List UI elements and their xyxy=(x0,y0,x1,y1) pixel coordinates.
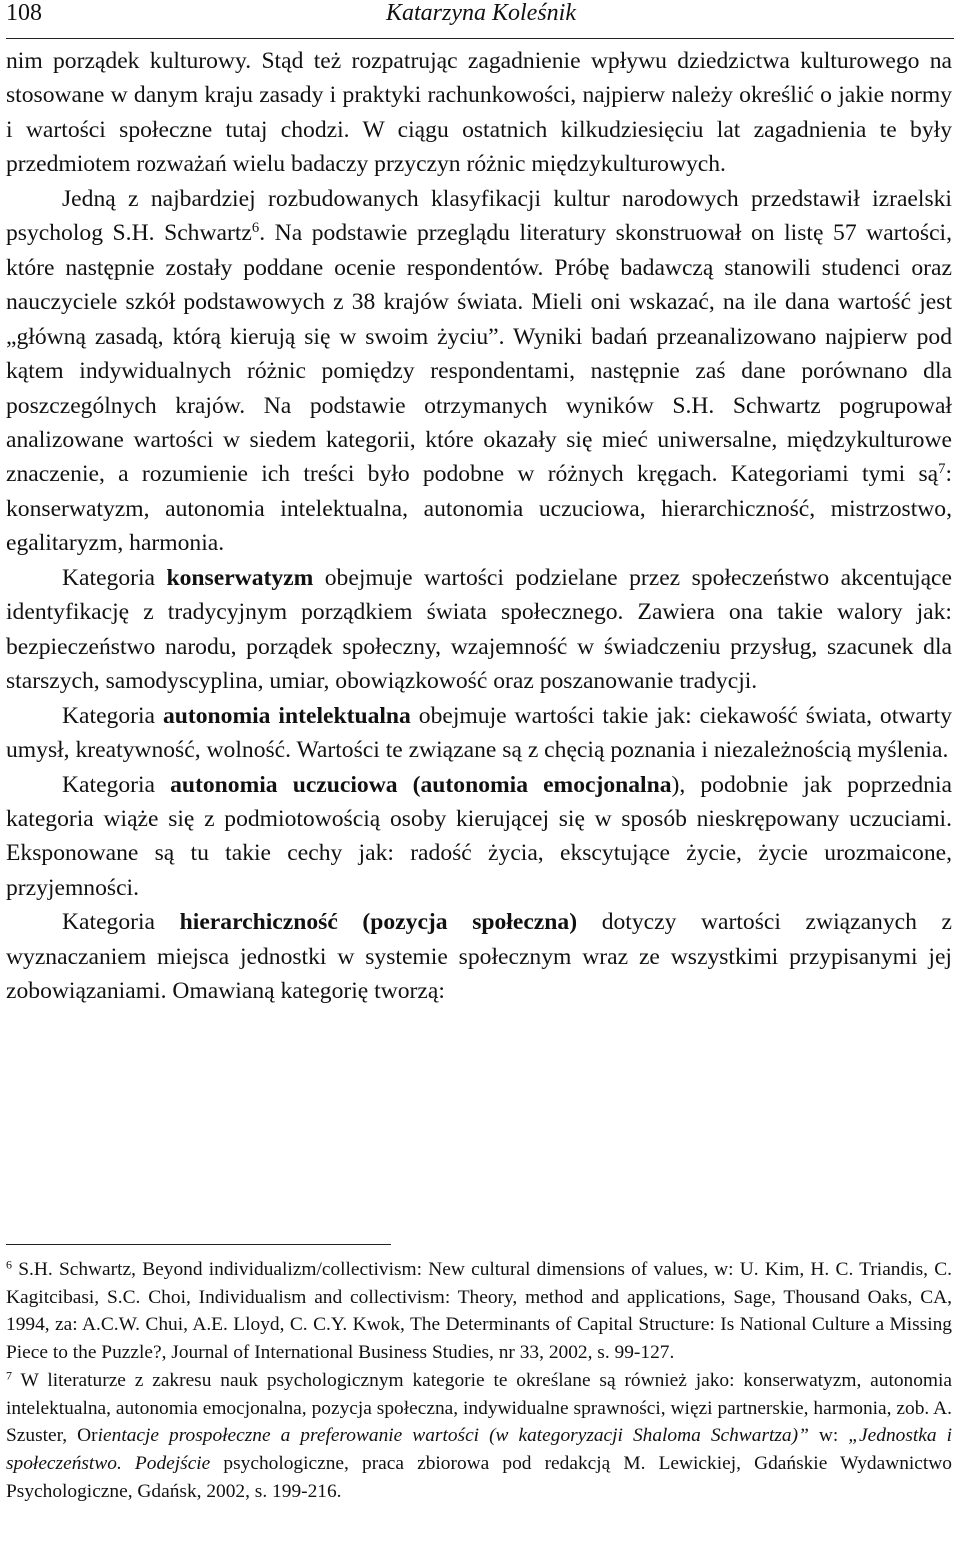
paragraph-4 xyxy=(6,699,952,768)
body-text xyxy=(6,44,952,1009)
footnote-7-text-a: W literaturze z zakresu nauk psychologicznym kategorie te określane są również jako: konserwatyzm, autonomia intelektualna, autonomia emocjonalna, pozycja społeczna, indywidualne sprawności, więzi partnerskie, harmonia, zob. A. Szuster, Or xyxy=(6,1369,952,1447)
footnote-ref-6[interactable]: 6 xyxy=(251,220,260,237)
footnote-ref-7[interactable]: 7 xyxy=(938,461,946,478)
paragraph-3-text-b: obejmuje wartości podzielane przez społeczeństwo akcentujące identyfikację z tradycyjnym porządkiem świata społecznego. Zawiera ona takie walory jak: bezpieczeństwo narodu, porządek społeczny, wzajemność w świadczeniu przysług, szacunek dla starszych, samodyscyplina, umiar, obowiązkowość oraz poszanowanie tradycji. xyxy=(6,564,953,695)
paragraph-3 xyxy=(6,561,952,699)
paragraph-2-text-b: . Na podstawie przeglądu literatury skonstruował on listę 57 wartości, które następnie zostały poddane ocenie respondentów. Próbę badawczą stanowili studenci oraz nauczyciele szkół podstawowych z 38 krajów świata. Mieli oni wskazać, na ile dana wartość jest „główną zasadą, którą kierują się w swoim życiu”. Wyniki badań przeanalizowano najpierw pod kątem indywidualnych różnic pomiędzy respondentami, następnie zaś dane porównano dla poszczególnych krajów. Na podstawie otrzymanych wyników S.H. Schwartz pogrupował analizowane wartości w siedem kategorii, które okazały się mieć uniwersalne, międzykulturowe znaczenie, a rozumienie ich treści było podobne w różnych kręgach. Kategoriami tymi są xyxy=(6,220,953,488)
footnote-7-text-c: psychologiczne, praca zbiorowa pod redakcją M. Lewickiej, Gdańskie Wydawnictwo Psychologiczne, Gdańsk, 2002, s. 199-216. xyxy=(6,1452,952,1502)
footnote-6 xyxy=(6,1256,952,1367)
term-autonomia-intelektualna: autonomia intelektualna xyxy=(162,702,411,729)
footnote-6-number: 6 xyxy=(6,1257,13,1272)
running-head-author: Katarzyna Koleśnik xyxy=(386,0,576,26)
footnote-7-italic-title: ientacje prospołeczne a preferowanie wartości (w kategoryzacji Shaloma Schwartza)” xyxy=(97,1425,809,1447)
page-header xyxy=(6,0,954,39)
paragraph-5 xyxy=(6,768,952,906)
footnote-separator xyxy=(6,1244,391,1245)
term-konserwatyzm: konserwatyzm xyxy=(166,564,314,591)
footnote-6-text: S.H. Schwartz, Beyond individualizm/collectivism: New cultural dimensions of values, w: U. Kim, H. C. Triandis, C. Kagitcibasi, S.C. Choi, Individualism and collectivism: Theory, method and applications, Sage, Thousand Oaks, CA, 1994, za: A.C.W. Chui, A.E. Lloyd, C. C.Y. Kwok, The Determinants of Capital Structure: Is National Culture a Missing Piece to the Puzzle?, Journal of International Business Studies, nr 33, 2002, s. 99-127. xyxy=(6,1259,952,1364)
paragraph-4-text-b: obejmuje wartości takie jak: ciekawość świata, otwarty umysł, kreatywność, wolność. Wartości te związane są z chęcią poznania i niezależnością myślenia. xyxy=(6,702,952,764)
term-autonomia-uczuciowa: autonomia uczuciowa xyxy=(170,771,398,798)
footnote-7-italic-book: „Jednostka i społeczeństwo. Podejście xyxy=(6,1425,952,1474)
paragraph-5-text-a: Kategoria xyxy=(62,771,171,798)
paragraph-3-text-a: Kategoria xyxy=(62,564,167,591)
paragraph-2 xyxy=(6,182,952,561)
footnote-7 xyxy=(6,1367,952,1506)
paragraph-2-text-c: : konserwatyzm, autonomia intelektualna, autonomia uczuciowa, hierarchiczność, mistrzostwo, egalitaryzm, harmonia. xyxy=(6,461,952,557)
paragraph-6-text-a: Kategoria xyxy=(62,909,180,936)
paragraph-1 xyxy=(6,44,952,182)
term-autonomia-emocjonalna: autonomia emocjonalna xyxy=(420,771,672,798)
paragraph-6 xyxy=(6,905,952,1008)
paragraph-5-text-b: ), podobnie jak poprzednia kategoria wiąże się z podmiotowością osoby kierującej się w sposób nieskrępowany uczuciami. Eksponowane są tu takie cechy jak: radość życia, ekscytujące życie, życie urozmaicone, przyjemności. xyxy=(6,771,952,901)
paragraph-2-text-a: Jedną z najbardziej rozbudowanych klasyfikacji kultur narodowych przedstawił izraelski psycholog S.H. Schwartz xyxy=(6,185,952,247)
footnotes xyxy=(6,1256,952,1505)
term-hierarchicznosc: hierarchiczność (pozycja społeczna) xyxy=(179,909,578,936)
footnote-7-text-b: w: xyxy=(808,1425,849,1447)
paragraph-1-text: nim porządek kulturowy. Stąd też rozpatrując zagadnienie wpływu dziedzictwa kulturowego na stosowane w danym kraju zasady i praktyki rachunkowości, najpierw należy określić o jakie normy i wartości społeczne tutaj chodzi. W ciągu ostatnich kilkudziesięciu lat zagadnienia te były przedmiotem rozważań wielu badaczy przyczyn różnic międzykulturowych. xyxy=(6,48,952,178)
page-number: 108 xyxy=(6,0,42,26)
paragraph-6-text-b: dotyczy wartości związanych z wyznaczaniem miejsca jednostki w systemie społecznym wraz ze wszystkimi przypisanymi jej zobowiązaniami. Omawianą kategorię tworzą: xyxy=(6,909,952,1005)
paragraph-5-paren: ( xyxy=(397,771,421,798)
paragraph-4-text-a: Kategoria xyxy=(62,702,163,729)
footnote-7-number: 7 xyxy=(6,1368,13,1383)
